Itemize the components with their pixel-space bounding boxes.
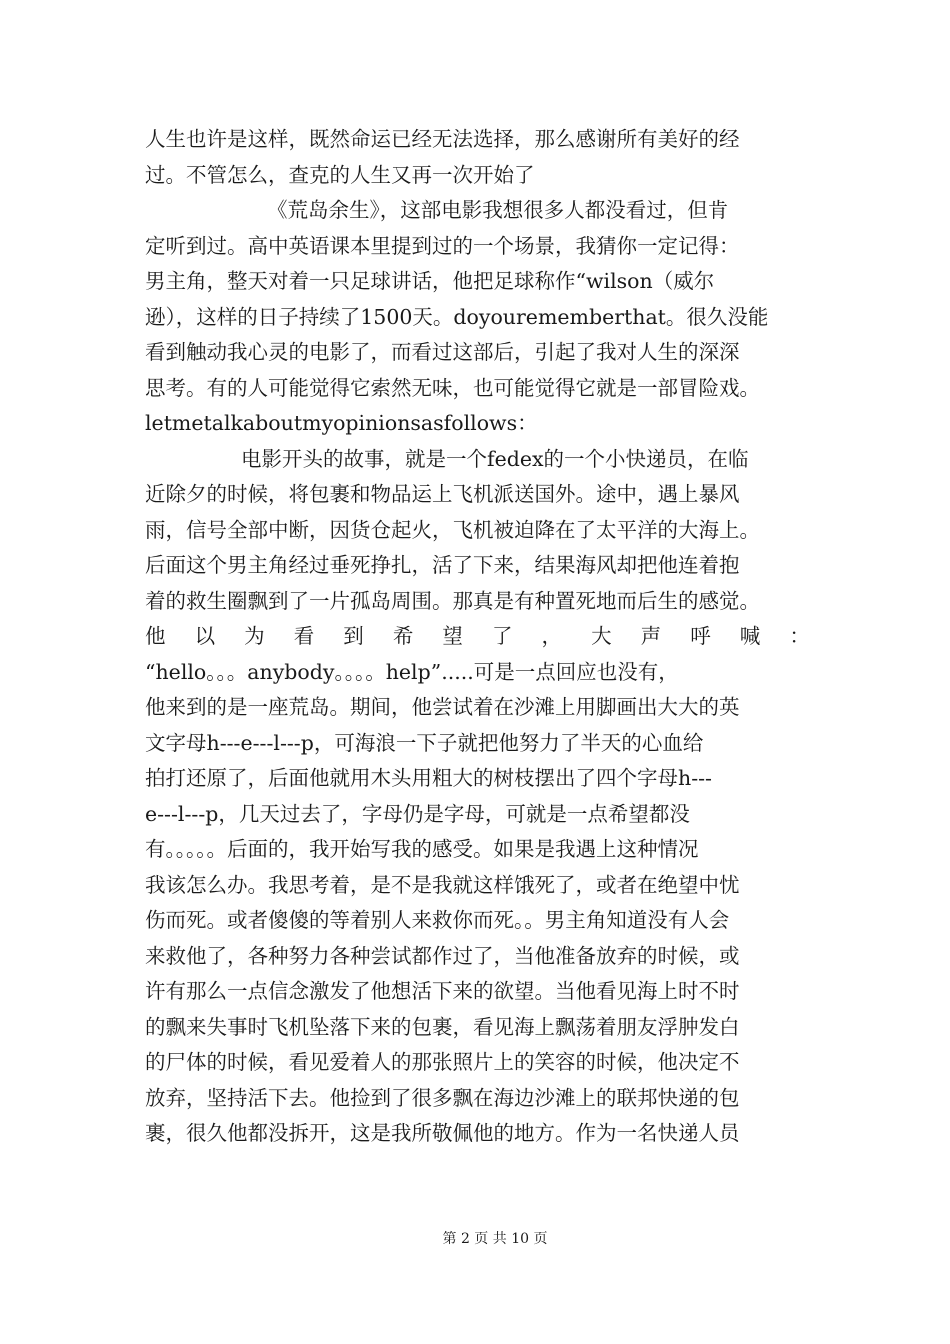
char: ：	[789, 624, 810, 648]
text-line: 我该怎么办。我思考着，是不是我就这样饿死了，或者在绝望中忧	[145, 872, 740, 897]
char: 他	[145, 624, 166, 648]
text-line: 男主角，整天对着一只足球讲话，他把足球称作“wilson（威尔	[145, 269, 715, 293]
text-line: 看到触动我心灵的电影了，而看过这部后，引起了我对人生的深深	[145, 340, 740, 364]
text-line: 拍打还原了，后面他就用木头用粗大的树枝摆出了四个字母h---	[145, 766, 712, 790]
text-line: 近除夕的时候，将包裹和物品运上飞机派送国外。途中，遇上暴风	[145, 482, 740, 506]
text-line: 《荒岛余生》，这部电影我想很多人都没看过，但肯	[267, 198, 729, 222]
char: 喊	[739, 624, 761, 648]
char: 看	[293, 624, 315, 648]
page-number: 第 2 页 共 10 页	[442, 1231, 548, 1247]
char: 大	[591, 624, 612, 648]
char: 到	[343, 624, 364, 648]
text-line: 的尸体的时候，看见爱着人的那张照片上的笑容的时候，他决定不	[145, 1050, 740, 1074]
char: ，	[541, 624, 562, 648]
char: 以	[194, 624, 216, 648]
text-line: 人生也许是这样，既然命运已经无法选择，那么感谢所有美好的经	[145, 127, 740, 151]
text-line-justified	[145, 619, 810, 655]
text-line: 雨，信号全部中断，因货仓起火，飞机被迫降在了太平洋的大海上。	[145, 517, 760, 542]
text-line: 来救他了，各种努力各种尝试都作过了，当他准备放弃的时候，或	[145, 943, 740, 968]
char: 了	[491, 624, 513, 648]
text-line: 有。。。。。后面的，我开始写我的感受。如果是我遇上这种情况	[145, 837, 699, 861]
char: 为	[244, 624, 265, 648]
text-line: 的飘来失事时飞机坠落下来的包裹，看见海上飘荡着朋友浮肿发白	[145, 1014, 740, 1039]
text-line: e---l---p，几天过去了，字母仍是字母，可就是一点希望都没	[145, 801, 690, 826]
text-line: 许有那么一点信念激发了他想活下来的欲望。当他看见海上时不时	[145, 979, 740, 1003]
text-line: 着的救生圈飘到了一片孤岛周围。那真是有种置死地而后生的感觉。	[145, 588, 760, 613]
text-line: “hello。。。anybody。。。。help”.....可是一点回应也没有，	[145, 659, 679, 684]
text-line: 后面这个男主角经过垂死挣扎，活了下来，结果海风却把他连着抱	[145, 553, 740, 577]
text-line: letmetalkaboutmyopinionsasfollows：	[145, 411, 538, 435]
char: 希	[392, 624, 414, 648]
text-line: 裹，很久他都没拆开，这是我所敬佩他的地方。作为一名快递人员	[145, 1121, 740, 1145]
body-text	[145, 122, 810, 1152]
char: 望	[442, 624, 463, 648]
text-line: 文字母h---e---l---p，可海浪一下子就把他努力了半天的心血给	[145, 730, 704, 755]
text-line: 逊），这样的日子持续了1500天。doyourememberthat。很久没能	[145, 304, 769, 329]
text-line: 他来到的是一座荒岛。期间，他尝试着在沙滩上用脚画出大大的英	[145, 695, 740, 719]
char: 呼	[690, 624, 711, 648]
text-line: 定听到过。高中英语课本里提到过的一个场景，我猜你一定记得：	[145, 233, 740, 258]
text-line: 伤而死。或者傻傻的等着别人来救你而死。。男主角知道没有人会	[145, 908, 730, 932]
text-line: 放弃，坚持活下去。他捡到了很多飘在海边沙滩上的联邦快递的包	[145, 1085, 740, 1110]
text-line: 电影开头的故事，就是一个fedex的一个小快递员，在临	[241, 446, 749, 471]
text-line: 思考。有的人可能觉得它索然无味，也可能觉得它就是一部冒险戏。	[145, 375, 760, 400]
text-line: 过。不管怎么，查克的人生又再一次开始了	[145, 162, 535, 187]
char: 声	[640, 624, 662, 648]
